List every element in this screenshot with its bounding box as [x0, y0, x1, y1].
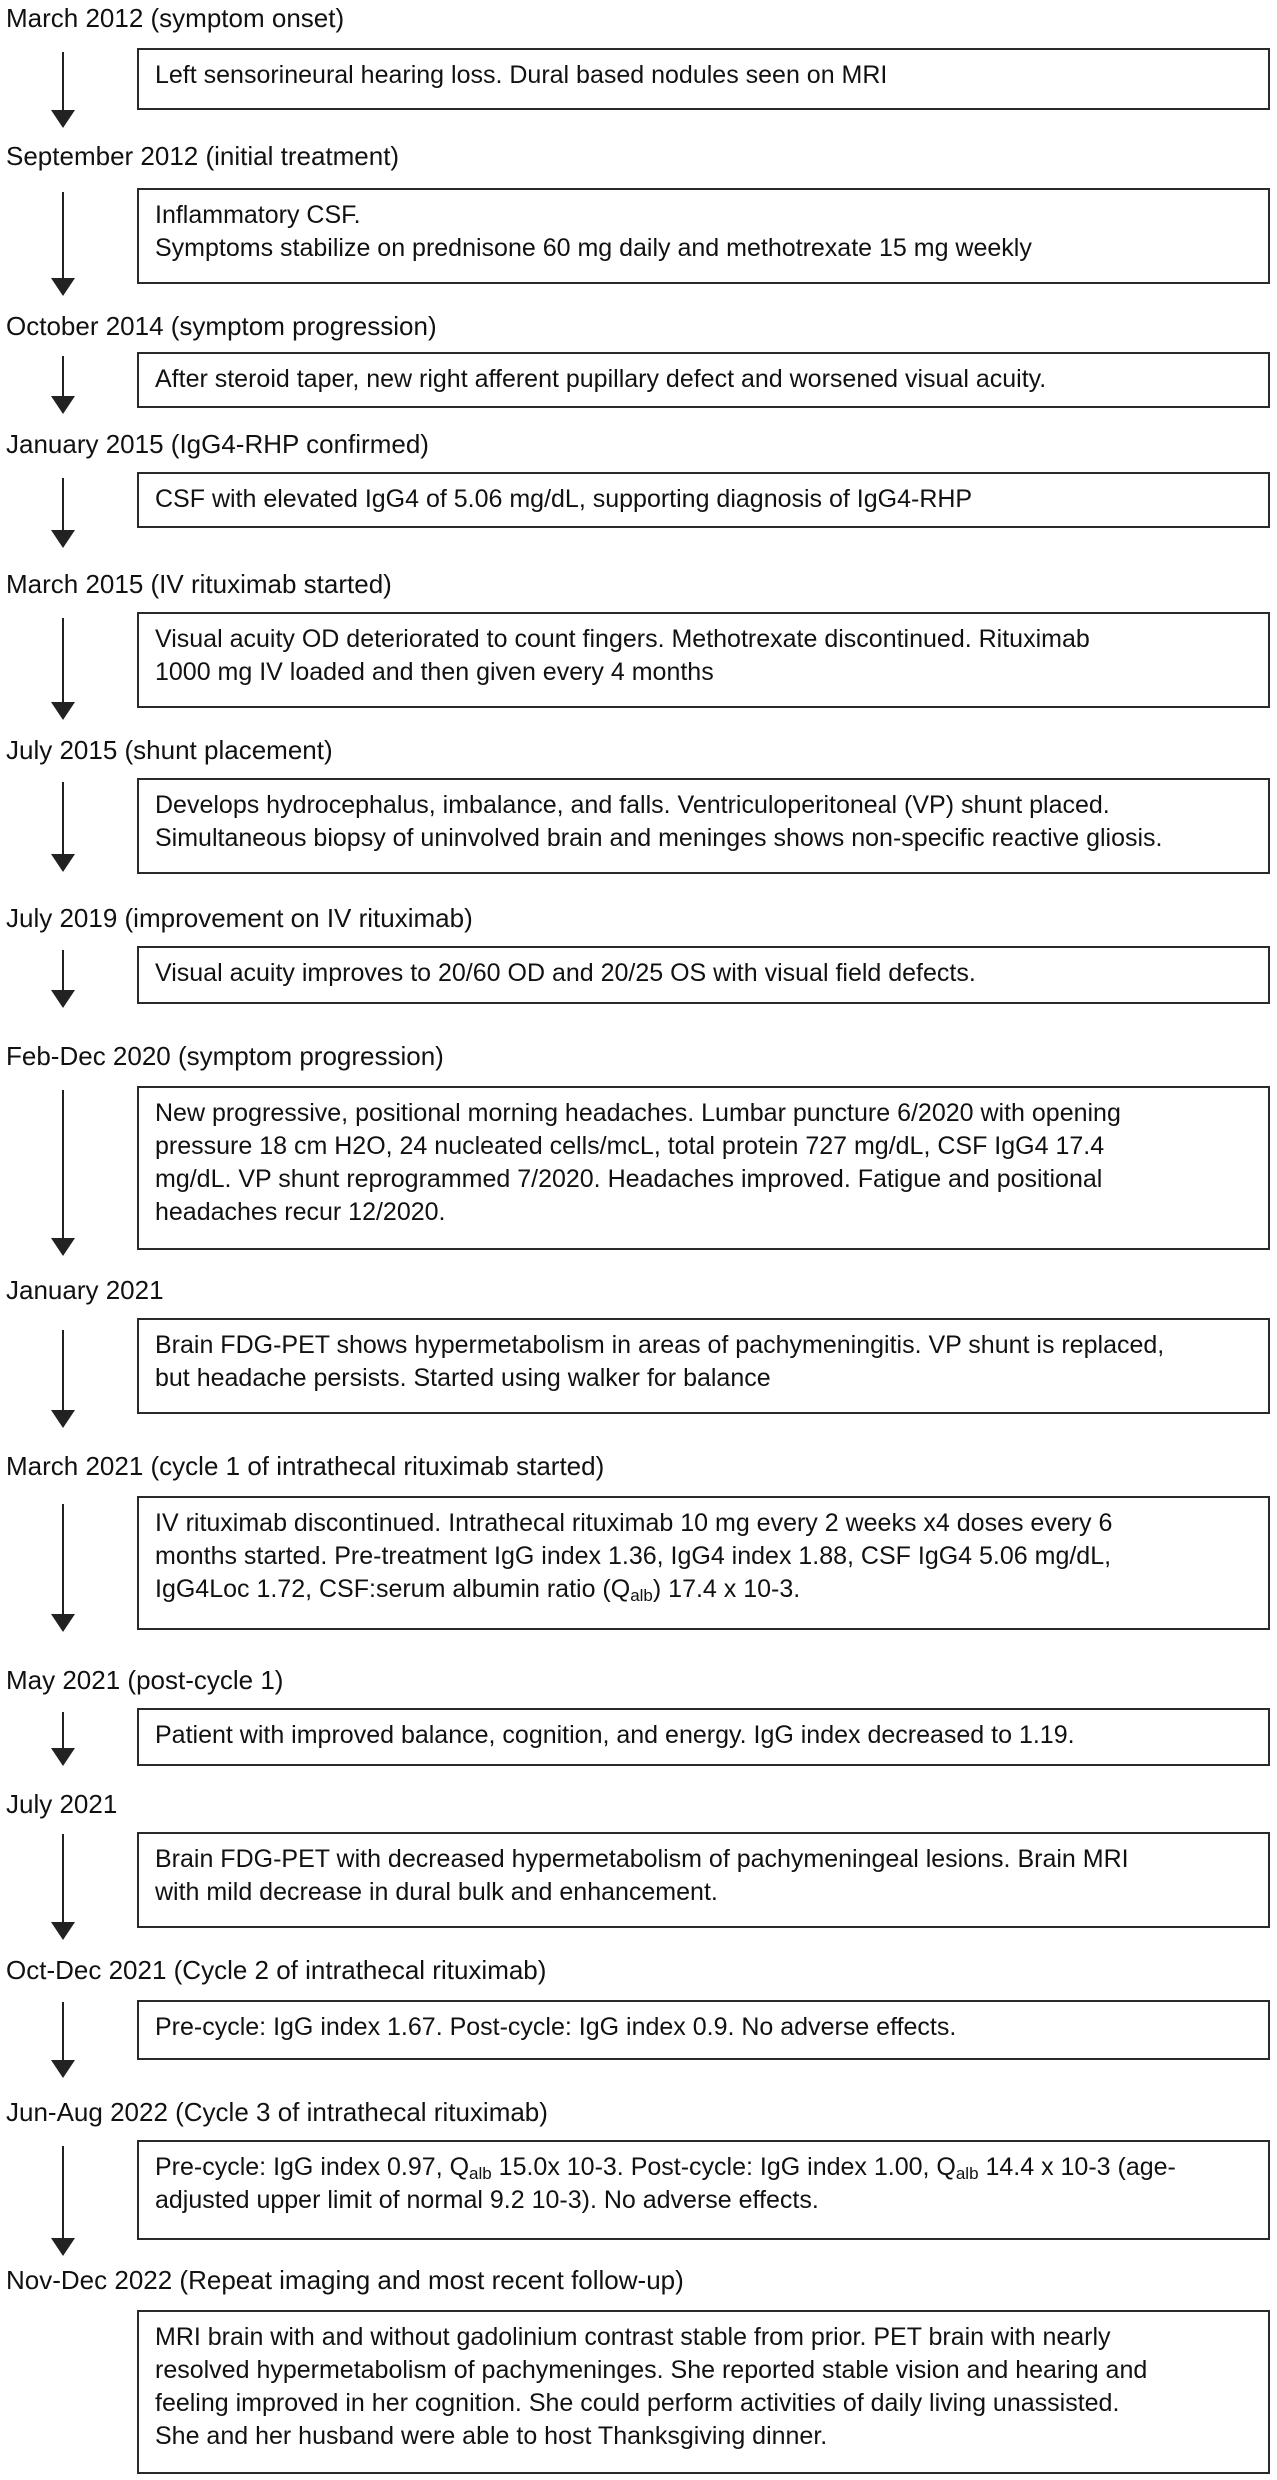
- event-title: July 2019 (improvement on IV rituximab): [6, 903, 473, 933]
- event-title: March 2012 (symptom onset): [6, 3, 345, 33]
- timeline-arrow: [51, 192, 75, 296]
- event-box: [137, 1318, 1270, 1414]
- event-text: She and her husband were able to host Thanksgiving dinner.: [155, 2422, 828, 2450]
- event-text: Patient with improved balance, cognition, and energy. IgG index decreased to 1.19.: [155, 1721, 1075, 1749]
- event-text: MRI brain with and without gadolinium contrast stable from prior. PET brain with nearly: [155, 2323, 1111, 2351]
- timeline-arrow: [51, 1090, 75, 1256]
- event-box: [137, 946, 1270, 1004]
- event-title: October 2014 (symptom progression): [6, 311, 437, 341]
- event-text: Left sensorineural hearing loss. Dural based nodules seen on MRI: [155, 61, 888, 89]
- event-text: [155, 2151, 1252, 2184]
- event-title: Nov-Dec 2022 (Repeat imaging and most recent follow-up): [6, 2265, 684, 2295]
- event-text: feeling improved in her cognition. She could perform activities of daily living unassisted.: [155, 2389, 1120, 2417]
- event-text: CSF with elevated IgG4 of 5.06 mg/dL, supporting diagnosis of IgG4-RHP: [155, 485, 973, 513]
- event-title: Jun-Aug 2022 (Cycle 3 of intrathecal rituximab): [6, 2097, 548, 2127]
- event-box: [137, 188, 1270, 284]
- event-text: Brain FDG-PET with decreased hypermetabolism of pachymeningeal lesions. Brain MRI: [155, 1845, 1129, 1873]
- timeline-arrow: [51, 1712, 75, 1766]
- event-text: Inflammatory CSF.: [155, 201, 361, 229]
- event-text-part: ) 17.4 x 10-3.: [652, 1575, 801, 1603]
- event-title: March 2015 (IV rituximab started): [6, 569, 392, 599]
- event-text: pressure 18 cm H2O, 24 nucleated cells/mcL, total protein 727 mg/dL, CSF IgG4 17.4: [155, 1132, 1105, 1160]
- subscript: alb: [469, 2164, 492, 2183]
- event-text-part: 15.0x 10-3. Post-cycle: IgG index 1.00, Q: [491, 2153, 956, 2181]
- event-box: [137, 1496, 1270, 1630]
- event-text-part: 14.4 x 10-3 (age-: [978, 2153, 1176, 2181]
- event-text: Pre-cycle: IgG index 1.67. Post-cycle: IgG index 0.9. No adverse effects.: [155, 2013, 957, 2041]
- event-box: [137, 612, 1270, 708]
- event-title: July 2015 (shunt placement): [6, 735, 333, 765]
- event-text: Symptoms stabilize on prednisone 60 mg daily and methotrexate 15 mg weekly: [155, 234, 1032, 262]
- timeline-arrow: [51, 1504, 75, 1632]
- event-title: Oct-Dec 2021 (Cycle 2 of intrathecal rituximab): [6, 1955, 547, 1985]
- timeline-arrow: [51, 52, 75, 128]
- event-text: IV rituximab discontinued. Intrathecal rituximab 10 mg every 2 weeks x4 doses every 6: [155, 1509, 1113, 1537]
- event-box: [137, 472, 1270, 528]
- timeline-arrow: [51, 1330, 75, 1428]
- event-text: Visual acuity OD deteriorated to count fingers. Methotrexate discontinued. Rituximab: [155, 625, 1090, 653]
- event-text: months started. Pre-treatment IgG index 1.36, IgG4 index 1.88, CSF IgG4 5.06 mg/dL,: [155, 1542, 1112, 1570]
- event-box: [137, 48, 1270, 110]
- timeline-arrow: [51, 2002, 75, 2078]
- event-box: [137, 2000, 1270, 2060]
- event-text: resolved hypermetabolism of pachymeninges. She reported stable vision and hearing and: [155, 2356, 1148, 2384]
- event-box: [137, 1086, 1270, 1250]
- event-title: March 2021 (cycle 1 of intrathecal rituximab started): [6, 1451, 605, 1481]
- event-box: [137, 1832, 1270, 1928]
- event-box: [137, 2310, 1270, 2474]
- timeline-arrow: [51, 1834, 75, 1940]
- timeline-arrow: [51, 356, 75, 414]
- event-text: Simultaneous biopsy of uninvolved brain and meninges shows non-specific reactive gliosis.: [155, 824, 1163, 852]
- event-title: September 2012 (initial treatment): [6, 141, 400, 171]
- event-text: Develops hydrocephalus, imbalance, and falls. Ventriculoperitoneal (VP) shunt placed.: [155, 791, 1110, 819]
- event-text: After steroid taper, new right afferent pupillary defect and worsened visual acuity.: [155, 365, 1047, 393]
- event-title: Feb-Dec 2020 (symptom progression): [6, 1041, 444, 1071]
- event-text-part: Pre-cycle: IgG index 0.97, Q: [155, 2153, 470, 2181]
- event-box: [137, 352, 1270, 408]
- event-text: Visual acuity improves to 20/60 OD and 20/25 OS with visual field defects.: [155, 959, 976, 987]
- timeline-arrow: [51, 782, 75, 872]
- subscript: alb: [955, 2164, 979, 2183]
- event-text: 1000 mg IV loaded and then given every 4 months: [155, 658, 714, 686]
- event-title: May 2021 (post-cycle 1): [6, 1665, 284, 1695]
- event-title: January 2021: [6, 1275, 164, 1305]
- event-text: adjusted upper limit of normal 9.2 10-3). No adverse effects.: [155, 2186, 819, 2214]
- event-box: [137, 1708, 1270, 1766]
- timeline-arrow: [51, 2146, 75, 2256]
- event-box: [137, 778, 1270, 874]
- event-text: [155, 1573, 1252, 1606]
- event-text: Brain FDG-PET shows hypermetabolism in areas of pachymeningitis. VP shunt is replaced,: [155, 1331, 1165, 1359]
- event-text: with mild decrease in dural bulk and enhancement.: [155, 1878, 718, 1906]
- event-text: but headache persists. Started using walker for balance: [155, 1364, 771, 1392]
- timeline-arrow: [51, 618, 75, 720]
- timeline-arrow: [51, 950, 75, 1008]
- event-title: July 2021: [6, 1789, 118, 1819]
- event-box: [137, 2140, 1270, 2240]
- event-text: headaches recur 12/2020.: [155, 1198, 446, 1226]
- event-text: mg/dL. VP shunt reprogrammed 7/2020. Headaches improved. Fatigue and positional: [155, 1165, 1103, 1193]
- event-title: January 2015 (IgG4-RHP confirmed): [6, 429, 429, 459]
- event-text-part: IgG4Loc 1.72, CSF:serum albumin ratio (Q: [155, 1575, 631, 1603]
- timeline-arrow: [51, 478, 75, 548]
- subscript: alb: [630, 1586, 653, 1605]
- event-text: New progressive, positional morning headaches. Lumbar puncture 6/2020 with opening: [155, 1099, 1121, 1127]
